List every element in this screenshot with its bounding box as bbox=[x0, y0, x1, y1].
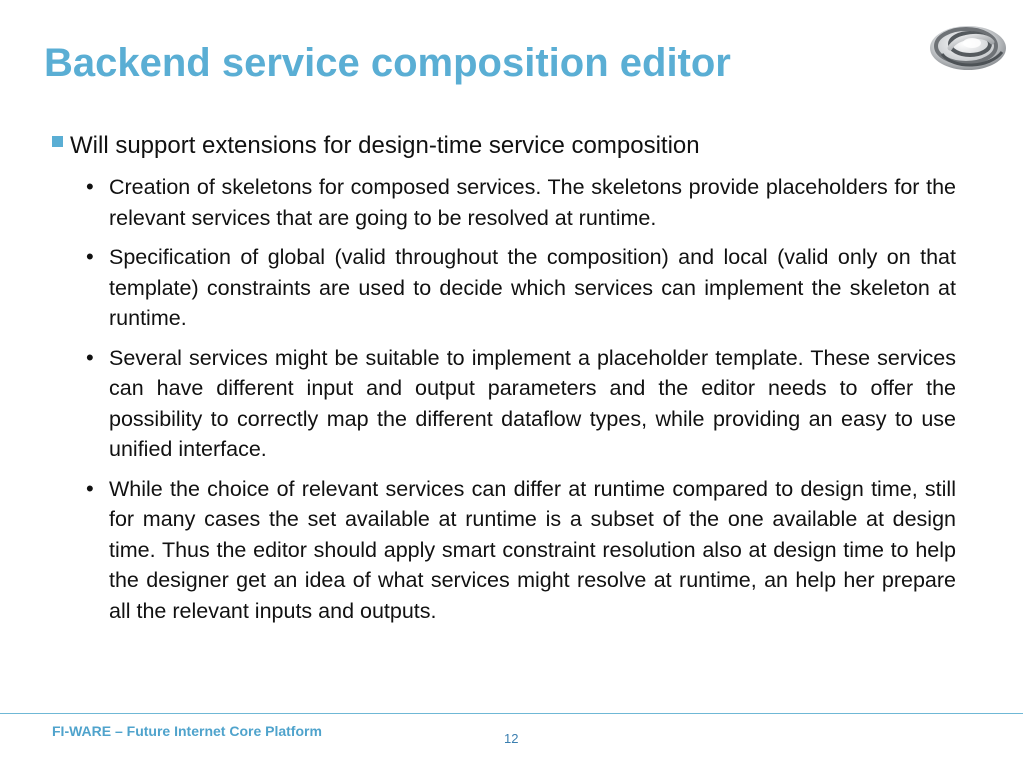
swirl-logo-icon bbox=[920, 12, 1016, 78]
sub-bullet-text: Specification of global (valid throughout the composition) and local (valid only on that template) constraints are used to decide which services can implement the skeleton at runtime. bbox=[109, 245, 956, 330]
page-number: 12 bbox=[504, 731, 519, 746]
sub-bullet-item bbox=[86, 474, 956, 627]
sub-bullet-list bbox=[86, 172, 956, 635]
square-bullet-icon bbox=[52, 136, 63, 147]
round-bullet-icon: • bbox=[86, 344, 94, 370]
round-bullet-icon: • bbox=[86, 174, 94, 199]
round-bullet-icon: • bbox=[86, 244, 94, 269]
sub-bullet-text: Creation of skeletons for composed services. The skeletons provide placeholders for the relevant services that are going to be resolved at runtime. bbox=[109, 175, 956, 230]
main-bullet-text: Will support extensions for design-time service composition bbox=[70, 132, 700, 159]
footer-text: FI-WARE – Future Internet Core Platform bbox=[52, 723, 322, 739]
sub-bullet-item bbox=[86, 343, 956, 465]
footer-divider bbox=[0, 713, 1023, 714]
slide-title: Backend service composition editor bbox=[44, 41, 731, 85]
sub-bullet-text: Several services might be suitable to implement a placeholder template. These services can have different input and output parameters and the editor needs to offer the possibility to correctly map the different dataflow types, while providing an easy to use unified interface. bbox=[109, 345, 956, 461]
sub-bullet-text: While the choice of relevant services can differ at runtime compared to design time, still for many cases the set available at runtime is a subset of the one available at design time. Thus the editor should apply smart constraint resolution also at design time to help the designer get an idea of what services might resolve at runtime, an help her prepare all the relevant inputs and outputs. bbox=[109, 476, 956, 623]
main-bullet bbox=[52, 130, 700, 162]
sub-bullet-item bbox=[86, 172, 956, 233]
round-bullet-icon: • bbox=[86, 475, 94, 501]
sub-bullet-item bbox=[86, 242, 956, 334]
